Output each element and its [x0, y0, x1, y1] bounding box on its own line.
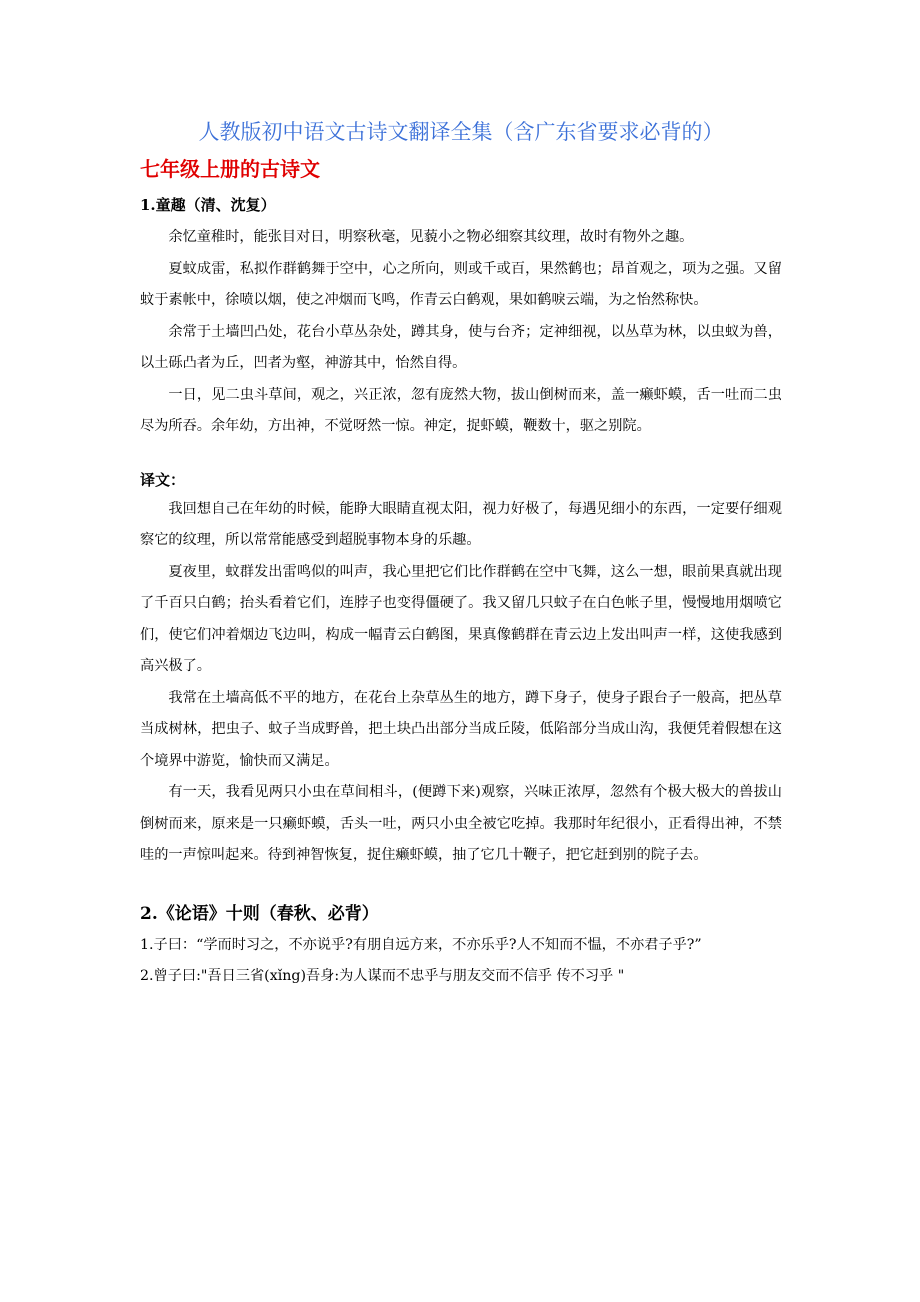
grade-heading: 七年级上册的古诗文 — [140, 157, 320, 181]
original-paragraph: 余常于土墙凹凸处，花台小草丛杂处，蹲其身，使与台齐；定神细视，以丛草为林，以虫蚁为兽，以土砾凸者为丘，凹者为壑，神游其中，怡然自得。 — [140, 323, 782, 371]
translation-paragraph: 夏夜里，蚊群发出雷鸣似的叫声，我心里把它们比作群鹤在空中飞舞，这么一想，眼前果真就出现了千百只白鹤；抬头看着它们，连脖子也变得僵硬了。我又留几只蚊子在白色帐子里，慢慢地用烟喷它们，使它们冲着烟边飞边叫，构成一幅青云白鹤图，果真像鹤群在青云边上发出叫声一样，这使我感到高兴极了。 — [140, 563, 782, 674]
translation-paragraph: 我回想自己在年幼的时候，能睁大眼睛直视太阳，视力好极了，每遇见细小的东西，一定要仔细观察它的纹理，所以常常能感受到超脱事物本身的乐趣。 — [140, 500, 782, 548]
translation-label: 译文： — [140, 470, 186, 489]
original-paragraph: 夏蚊成雷，私拟作群鹤舞于空中，心之所向，则或千或百，果然鹤也；昂首观之，项为之强。又留蚊于素帐中，徐喷以烟，使之冲烟而飞鸣，作青云白鹤观，果如鹤唳云端，为之怡然称快。 — [140, 260, 782, 308]
translation-paragraph: 我常在土墙高低不平的地方，在花台上杂草丛生的地方，蹲下身子，使身子跟台子一般高，把丛草当成树林，把虫子、蚊子当成野兽，把土块凸出部分当成丘陵，低陷部分当成山沟，我便凭着假想在这个境界中游览，愉快而又满足。 — [140, 689, 782, 769]
document-title: 人教版初中语文古诗文翻译全集（含广东省要求必背的） — [198, 120, 724, 144]
document-page — [140, 112, 782, 993]
analects-line: 2.曾子曰:"吾日三省(xǐng)吾身:为人谋而不忠乎与朋友交而不信乎 传不习乎 " — [140, 968, 625, 984]
section1-translation — [140, 494, 782, 872]
section2-heading: 2.《论语》十则（春秋、必背） — [140, 903, 379, 924]
section2-lines — [140, 930, 782, 993]
section1-heading: 1.童趣（清、沈复） — [140, 196, 276, 214]
section1-original — [140, 222, 782, 443]
analects-line: 1.子曰：“学而时习之，不亦说乎?有朋自远方来，不亦乐乎?人不知而不愠，不亦君子乎?” — [140, 936, 702, 953]
translation-paragraph: 有一天，我看见两只小虫在草间相斗，(便蹲下来)观察，兴味正浓厚，忽然有个极大极大的兽拔山倒树而来，原来是一只癞虾蟆，舌头一吐，两只小虫全被它吃掉。我那时年纪很小，正看得出神，不禁哇的一声惊叫起来。待到神智恢复，捉住癞虾蟆，抽了它几十鞭子，把它赶到别的院子去。 — [140, 784, 782, 863]
original-paragraph: 余忆童稚时，能张目对日，明察秋毫，见藐小之物必细察其纹理，故时有物外之趣。 — [168, 229, 694, 245]
original-paragraph: 一日，见二虫斗草间，观之，兴正浓，忽有庞然大物，拔山倒树而来，盖一癞虾蟆，舌一吐而二虫尽为所吞。余年幼，方出神，不觉呀然一惊。神定，捉虾蟆，鞭数十，驱之别院。 — [140, 386, 782, 434]
